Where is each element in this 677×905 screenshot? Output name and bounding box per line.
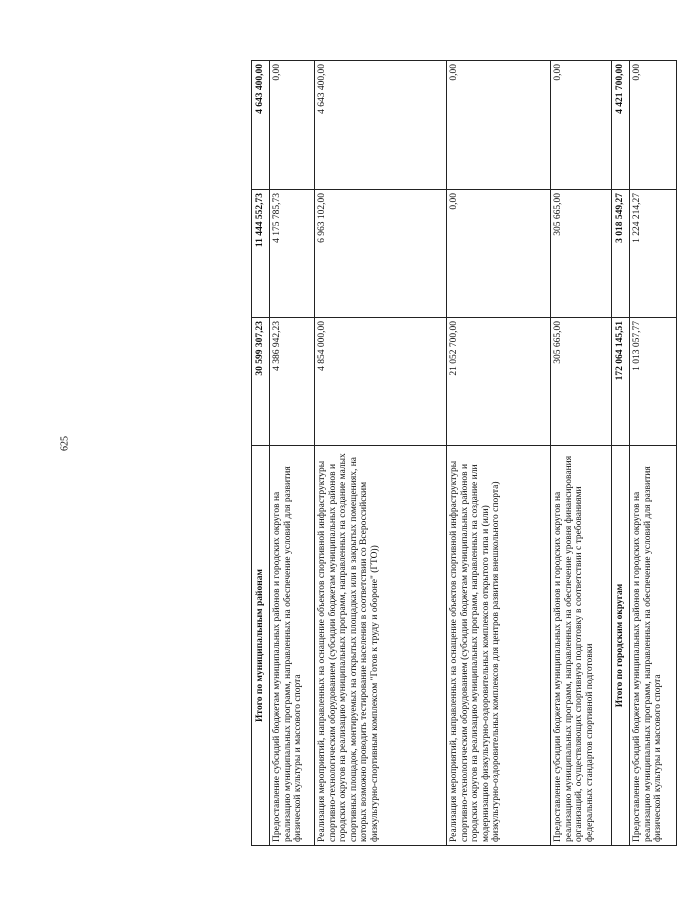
budget-table	[251, 60, 677, 846]
row-value-1-cell: 4 386 942,23	[270, 318, 315, 446]
row-value-3-cell: 4 643 400,00	[252, 61, 270, 190]
table-row	[447, 61, 551, 846]
row-value-1-cell: 305 665,00	[551, 318, 612, 446]
row-label-cell: Реализация мероприятий, направленных на оснащение объектов спортивной инфраструктуры спортивно-технологическим оборудованием (субсидии бюджетам муниципальных районов и городских округов на реализацию муниципальных программ, направленных на создание малых спортивных площадок, монтируемых на открытых площадках или в закрытых помещениях, на которых возможно проводить тестирование населения в соответствии со Всероссийским физкультурно-спортивным комплексом "Готов к труду и обороне" (ГТО))	[315, 446, 447, 846]
row-value-3-cell: 0,00	[551, 61, 612, 190]
row-label-cell: Предоставление субсидий бюджетам муниципальных районов и городских округов на реализацию муниципальных программ, направленных на обеспечение условий для развития физической культуры и массового спорта	[270, 446, 315, 846]
row-value-3-cell: 4 643 400,00	[315, 61, 447, 190]
row-value-1-cell: 1 013 057,77	[630, 318, 677, 446]
row-value-2-cell: 11 444 552,73	[252, 190, 270, 318]
row-label-cell: Предоставление субсидий бюджетам муниципальных районов и городских округов на реализацию муниципальных программ, направленных на обеспечение условий для развития физической культуры и массового спорта	[630, 446, 677, 846]
row-value-2-cell: 1 224 214,27	[630, 190, 677, 318]
row-value-1-cell: 30 599 307,23	[252, 318, 270, 446]
table-row	[551, 61, 612, 846]
page-number: 625	[59, 436, 71, 451]
table-row	[630, 61, 677, 846]
rotated-table-wrapper	[251, 61, 664, 846]
table-body	[252, 61, 677, 846]
table-row	[270, 61, 315, 846]
row-value-3-cell: 0,00	[270, 61, 315, 190]
row-label-cell: Предоставление субсидии бюджетам муниципальных районов и городских округов на реализацию муниципальных программ, направленных на обеспечение уровня финансирования организаций, осуществляющих спортивную подготовку в соответствии с требованиями федеральных стандартов спортивной подготовки	[551, 446, 612, 846]
row-value-1-cell: 21 052 700,00	[447, 318, 551, 446]
row-value-2-cell: 305 665,00	[551, 190, 612, 318]
row-value-3-cell: 4 421 700,00	[612, 61, 630, 190]
row-value-2-cell: 0,00	[447, 190, 551, 318]
row-value-2-cell: 4 175 785,73	[270, 190, 315, 318]
row-value-2-cell: 3 018 549,27	[612, 190, 630, 318]
row-value-2-cell: 6 963 102,00	[315, 190, 447, 318]
row-label-cell: Итого по муниципальным районам	[252, 446, 270, 846]
row-value-1-cell: 4 854 000,00	[315, 318, 447, 446]
table-row-total	[252, 61, 270, 846]
row-value-3-cell: 0,00	[630, 61, 677, 190]
table-row	[315, 61, 447, 846]
row-label-cell: Итого по городским округам	[612, 446, 630, 846]
table-row-total	[612, 61, 630, 846]
row-value-1-cell: 172 064 145,51	[612, 318, 630, 446]
row-value-3-cell: 0,00	[447, 61, 551, 190]
row-label-cell: Реализация мероприятий, направленных на оснащение объектов спортивной инфраструктуры спортивно-технологическим оборудованием (субсидии бюджетам муниципальных районов и городских округов на реализацию муниципальных программ, направленных на создание или модернизацию физкультурно-оздоровительных комплексов открытого типа и (или) физкультурно-оздоровительных комплексов для центров развития внешкольного спорта)	[447, 446, 551, 846]
